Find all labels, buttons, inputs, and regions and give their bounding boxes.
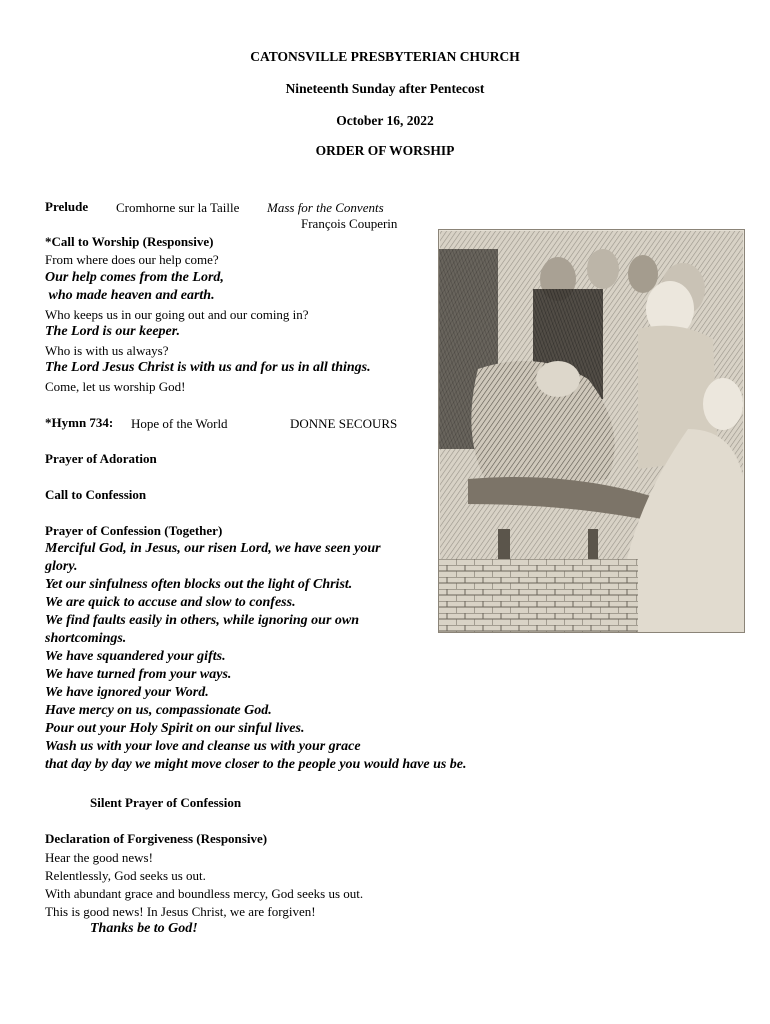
forgiveness-line: This is good news! In Jesus Christ, we are forgiven!	[45, 904, 316, 919]
confession-line: Have mercy on us, compassionate God.	[45, 703, 272, 718]
prelude-label: Prelude	[45, 199, 89, 214]
sunday-title: Nineteenth Sunday after Pentecost	[285, 81, 485, 96]
worship-line: From where does our help come?	[45, 252, 219, 267]
call-to-confession: Call to Confession	[45, 487, 147, 502]
church-name: CATONSVILLE PRESBYTERIAN CHURCH	[250, 49, 520, 64]
silent-prayer: Silent Prayer of Confession	[90, 795, 242, 810]
hymn-tune: DONNE SECOURS	[290, 416, 398, 431]
confession-line: that day by day we might move closer to the people you would have us be.	[45, 757, 467, 772]
confession-line: We have ignored your Word.	[45, 685, 209, 700]
forgiveness-heading: Declaration of Forgiveness (Responsive)	[45, 831, 268, 846]
confession-line: Merciful God, in Jesus, our risen Lord, we have seen your	[45, 541, 381, 556]
hymn-label: *Hymn 734:	[45, 415, 114, 430]
prelude-work: Mass for the Convents	[267, 200, 384, 215]
hymn-title: Hope of the World	[131, 416, 228, 431]
confession-line: shortcomings.	[45, 631, 127, 646]
worship-line: Who is with us always?	[45, 343, 169, 358]
order-title: ORDER OF WORSHIP	[315, 143, 455, 158]
call-to-worship-heading: *Call to Worship (Responsive)	[45, 234, 214, 249]
worship-line: Come, let us worship God!	[45, 379, 186, 394]
confession-line: We have turned from your ways.	[45, 667, 232, 682]
prelude-composer: François Couperin	[301, 216, 398, 231]
worship-line: who made heaven and earth.	[45, 288, 215, 303]
confession-line: Pour out your Holy Spirit on our sinful lives.	[45, 721, 305, 736]
worship-line: Our help comes from the Lord,	[45, 270, 224, 285]
forgiveness-line: Relentlessly, God seeks us out.	[45, 868, 206, 883]
prelude-piece: Cromhorne sur la Taille	[116, 200, 240, 215]
service-date: October 16, 2022	[336, 113, 434, 128]
confession-line: Yet our sinfulness often blocks out the light of Christ.	[45, 577, 353, 592]
worship-line: The Lord is our keeper.	[45, 324, 180, 339]
forgiveness-line: With abundant grace and boundless mercy, God seeks us out.	[45, 886, 364, 901]
confession-heading: Prayer of Confession (Together)	[45, 523, 223, 538]
confession-line: glory.	[45, 559, 78, 574]
confession-line: We find faults easily in others, while ignoring our own	[45, 613, 360, 628]
prayer-of-adoration: Prayer of Adoration	[45, 451, 157, 466]
forgiveness-response: Thanks be to God!	[90, 921, 198, 936]
worship-line: Who keeps us in our going out and our coming in?	[45, 307, 309, 322]
confession-line: We have squandered your gifts.	[45, 649, 226, 664]
engraving-illustration	[438, 229, 745, 633]
confession-line: We are quick to accuse and slow to confess.	[45, 595, 296, 610]
forgiveness-line: Hear the good news!	[45, 850, 153, 865]
confession-line: Wash us with your love and cleanse us with your grace	[45, 739, 361, 754]
worship-line: The Lord Jesus Christ is with us and for us in all things.	[45, 360, 371, 375]
